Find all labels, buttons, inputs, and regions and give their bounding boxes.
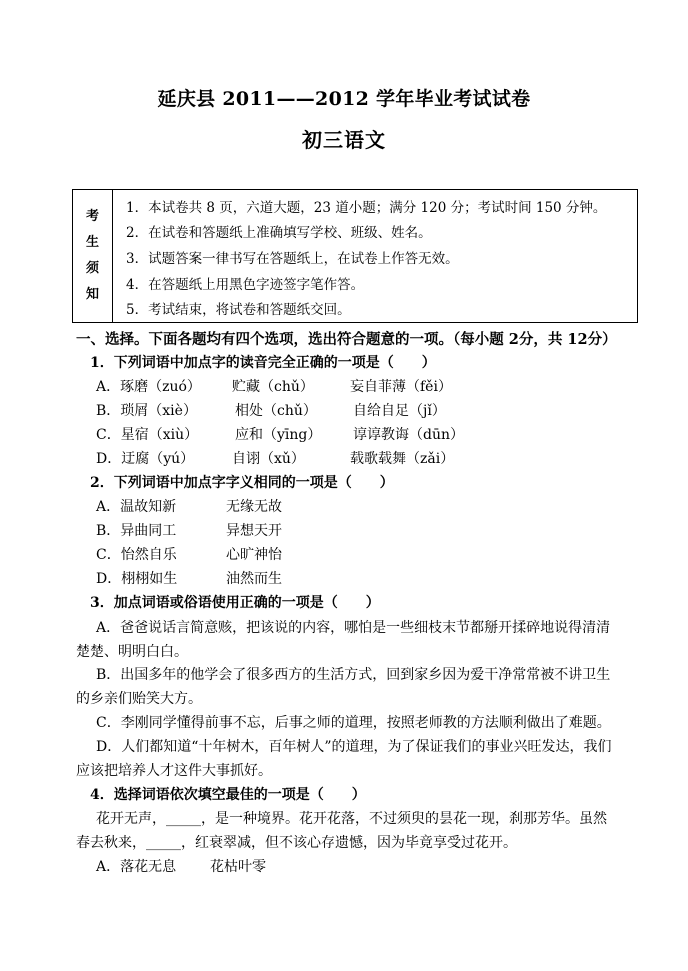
notice-item: 3．试题答案一律书写在答题纸上，在试卷上作答无效。 — [126, 251, 459, 267]
option-word: 自诩（xǔ） — [232, 451, 305, 467]
notice-item: 2．在试卷和答题纸上准确填写学校、班级、姓名。 — [126, 225, 432, 241]
option-word: 贮藏（chǔ） — [232, 379, 314, 395]
question-stem: 4．选择词语依次填空最佳的一项是（ ） — [90, 787, 366, 803]
option-a: A．落花无息 — [96, 859, 177, 875]
question-option-text: B．出国多年的他学会了很多西方的生活方式，回到家乡因为爱干净常常被不讲卫生 — [96, 667, 611, 683]
option-word: 自给自足（jǐ） — [353, 403, 446, 419]
option-c: C．星宿（xiù） — [96, 427, 199, 443]
option-word: 相处（chǔ） — [235, 403, 317, 419]
exam-subtitle: 初三语文 — [302, 128, 386, 152]
question-option-text: A．爸爸说话言简意赅，把该说的内容，哪怕是一些细枝末节都掰开揉碎地说得清清 — [96, 620, 611, 636]
notice-label-char: 考 — [85, 209, 99, 224]
option-d: D．迂腐（yú） — [96, 451, 195, 467]
option-word: 应和（yīng） — [235, 427, 322, 443]
option-word: 油然而生 — [226, 571, 282, 587]
notice-item: 1．本试卷共 8 页，六道大题，23 道小题；满分 120 分；考试时间 150 分钟。 — [126, 200, 607, 216]
exam-title: 延庆县 2011——2012 学年毕业考试试卷 — [157, 88, 531, 110]
notice-label-char: 生 — [85, 235, 99, 250]
question-passage: 花开无声，_____，是一种境界。花开花落，不过须臾的昙花一现，刹那芳华。虽然 — [96, 811, 607, 827]
question-option-text: 的乡亲们贻笑大方。 — [76, 691, 202, 707]
option-d: D．栩栩如生 — [96, 571, 178, 587]
option-c: C．怡然自乐 — [96, 547, 177, 563]
section-heading: 一、选择。下面各题均有四个选项，选出符合题意的一项。（每小题 2分，共 12分） — [76, 331, 617, 348]
candidate-notice-box — [72, 189, 638, 323]
question-stem: 3．加点词语或俗语使用正确的一项是（ ） — [90, 595, 380, 611]
notice-item: 5．考试结束，将试卷和答题纸交回。 — [126, 302, 351, 318]
option-word: 妄自菲薄（fěi） — [350, 379, 452, 395]
option-word: 异想天开 — [226, 523, 282, 539]
question-stem: 2．下列词语中加点字字义相同的一项是（ ） — [90, 475, 394, 491]
question-option-text: D．人们都知道“十年树木，百年树人”的道理，为了保证我们的事业兴旺发达，我们 — [96, 739, 612, 755]
option-word: 无缘无故 — [226, 499, 282, 515]
option-word: 载歌载舞（zǎi） — [350, 451, 455, 467]
option-word: 谆谆教诲（dūn） — [353, 427, 464, 443]
question-option-text: 应该把培养人才这件大事抓好。 — [76, 763, 272, 779]
question-passage: 春去秋来，_____，红衰翠减，但不该心存遗憾，因为毕竟享受过花开。 — [76, 835, 517, 851]
option-word: 心旷神怡 — [226, 547, 282, 563]
notice-item: 4．在答题纸上用黑色字迹签字笔作答。 — [126, 277, 365, 293]
question-stem: 1．下列词语中加点字的读音完全正确的一项是（ ） — [90, 355, 436, 371]
option-a: A．琢磨（zuó） — [96, 379, 201, 395]
notice-label-char: 须 — [85, 261, 99, 276]
question-option-text: C．李刚同学懂得前事不忘，后事之师的道理，按照老师教的方法顺利做出了难题。 — [96, 715, 611, 731]
notice-label — [73, 190, 113, 322]
notice-label-char: 知 — [85, 287, 99, 302]
question-option-text: 楚楚、明明白白。 — [76, 644, 188, 660]
option-b: B．琐屑（xiè） — [96, 403, 197, 419]
option-a: A．温故知新 — [96, 499, 177, 515]
option-word: 花枯叶零 — [210, 859, 266, 875]
option-b: B．异曲同工 — [96, 523, 177, 539]
